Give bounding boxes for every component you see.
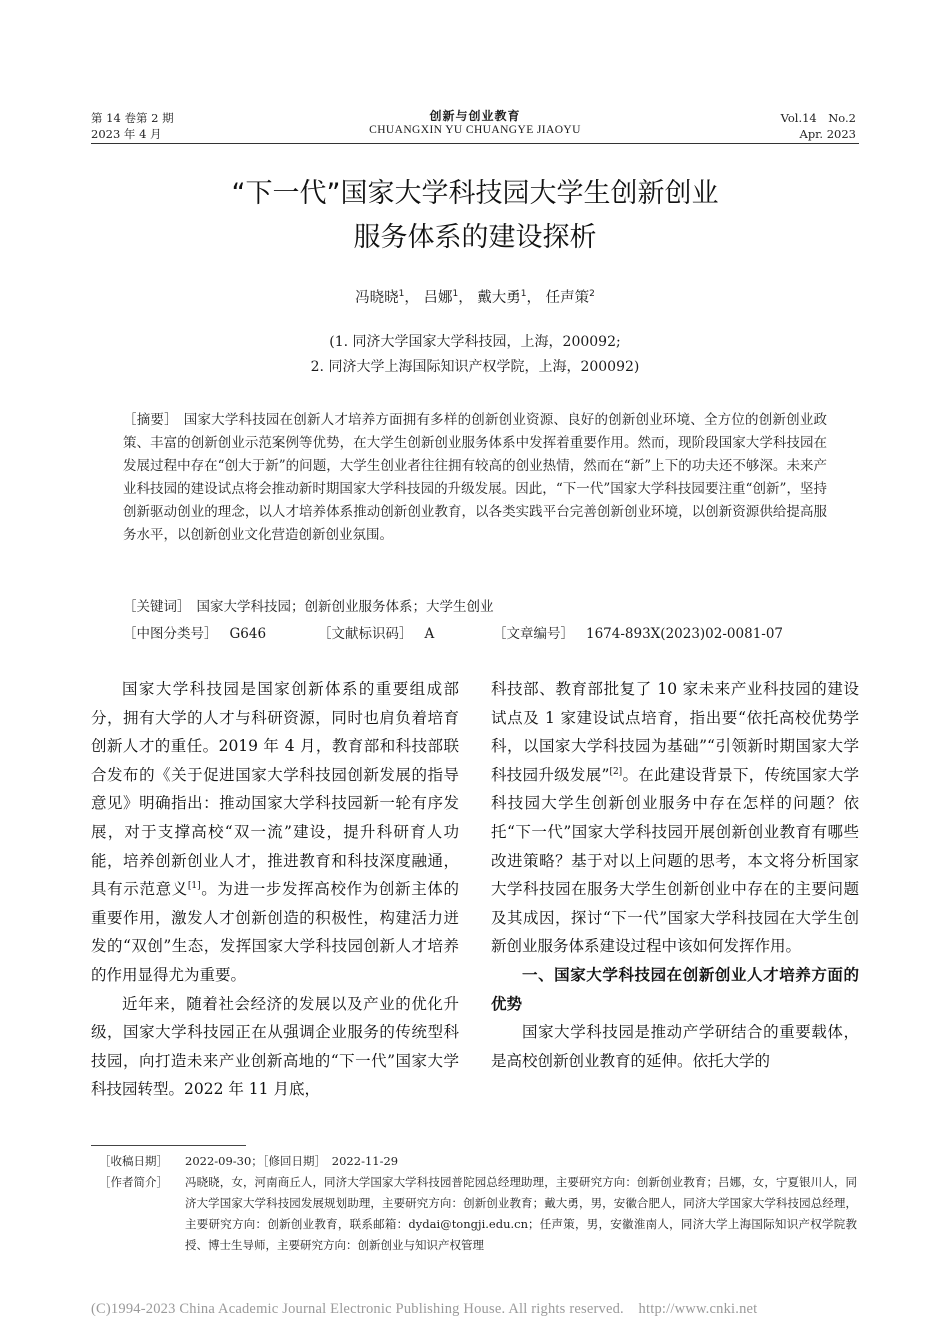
paragraph: 近年来，随着社会经济的发展以及产业的优化升级，国家大学科技园正在从强调企业服务的传统型科技园，向打造未来产业创新高地的“下一代”国家大学科技园转型。2022 年 11 月底， xyxy=(91,994,459,1099)
author-name: 吕娜 xyxy=(423,290,453,306)
article-number-label: ［文章编号］ xyxy=(493,626,574,642)
citation-ref[interactable]: [1] xyxy=(187,881,201,891)
article-title xyxy=(0,172,950,260)
keywords-text: 国家大学科技园；创新创业服务体系；大学生创业 xyxy=(196,599,494,615)
paragraph: 国家大学科技园是推动产学研结合的重要载体，是高校创新创业教育的延伸。依托大学的 xyxy=(491,1023,859,1070)
clc-value: G646 xyxy=(229,626,267,642)
journal-masthead xyxy=(345,107,605,136)
paragraph-text: 。为进一步发挥高校作为创新主体的重要作用，激发人才创新创造的积极性，构建活力迸发的“双创”生态，发挥国家大学科技园创新人才培养的作用显得尤为重要。 xyxy=(91,880,459,984)
copyright-footer: (C)1994-2023 China Academic Journal Electronic Publishing House. All rights reserved. http://www.cnki.net xyxy=(91,1301,758,1317)
journal-title-cn: 创新与创业教育 xyxy=(429,109,521,123)
author-bio-label: ［作者简介］ xyxy=(99,1175,168,1189)
doc-code-value: A xyxy=(424,626,435,642)
affiliation-1: (1. 同济大学国家大学科技园，上海，200092; xyxy=(329,334,621,350)
author-name: 戴大勇 xyxy=(477,290,521,306)
body-column-left xyxy=(91,675,459,1104)
document-code xyxy=(318,623,434,646)
issue-info xyxy=(91,110,174,142)
author-separator: ， xyxy=(404,290,419,306)
paragraph-text: 科技部、教育部批复了 10 家未来产业科技园的建设试点及 1 家建设试点培育，指出要“依托高校优势学科，以国家大学科技园为基础”“引领新时期国家大学科技园升级发展” xyxy=(491,680,859,784)
received-text: 2022-09-30；［修回日期］ 2022-11-29 xyxy=(185,1154,399,1168)
article-number xyxy=(493,623,783,646)
title-line-1: “下一代”国家大学科技园大学生创新创业 xyxy=(231,178,719,209)
footnote-rule xyxy=(91,1145,246,1146)
volume-date: Apr. 2023 xyxy=(799,127,856,141)
issue-volume: 第 14 卷第 2 期 xyxy=(91,111,174,125)
title-line-2: 服务体系的建设探析 xyxy=(353,222,597,253)
keywords-label: ［关键词］ xyxy=(123,599,191,615)
journal-title-en: CHUANGXIN YU CHUANGYE JIAOYU xyxy=(369,124,581,136)
affiliations xyxy=(0,330,950,380)
paragraph xyxy=(491,675,859,961)
citation-ref[interactable]: [2] xyxy=(609,766,623,777)
author-separator: ， xyxy=(526,290,542,306)
received-label: ［收稿日期］ xyxy=(99,1154,168,1168)
body-column-right xyxy=(491,675,859,1075)
abstract xyxy=(123,409,827,547)
volume-info xyxy=(781,110,856,142)
paragraph xyxy=(91,675,459,990)
author-list xyxy=(0,286,950,307)
author-separator: ， xyxy=(458,290,473,306)
clc-label: ［中图分类号］ xyxy=(123,626,218,642)
author-name: 任声策 xyxy=(545,290,590,306)
author-bio-text: 冯晓晓，女，河南商丘人，同济大学国家大学科技园普陀园总经理助理，主要研究方向：创新创业教育；吕娜，女，宁夏银川人，同济大学国家大学科技园发展规划助理，主要研究方向：创新创业教育；戴大勇，男，安徽合肥人，同济大学国家大学科技园总经理，主要研究方向：创新创业教育，联系邮箱：dydai@tongji.edu.cn；任声策，男，安徽淮南人，同济大学上海国际知识产权学院教授、博士生导师，主要研究方向：创新创业与知识产权管理 xyxy=(185,1175,857,1252)
doc-code-label: ［文献标识码］ xyxy=(318,626,413,642)
paragraph-text: 国家大学科技园是国家创新体系的重要组成部分，拥有大学的人才与科研资源，同时也肩负着培育创新人才的重任。2019 年 4 月，教育部和科技部联合发布的《关于促进国家大学科技园创新发展的指导意见》明确指出：推动国家大学科技园新一轮有序发展，对于支撑高校“双一流”建设，提升科研育人功能，培养创新创业人才，推进教育和科技深度融通，具有示范意义 xyxy=(91,680,459,899)
author-affiliation-mark: 1 xyxy=(452,289,459,300)
keywords xyxy=(123,596,494,619)
author-affiliation-mark: 1 xyxy=(398,289,405,300)
author-bio xyxy=(99,1172,857,1252)
clc-number xyxy=(123,623,266,646)
affiliation-2: 2. 同济大学上海国际知识产权学院，上海，200092) xyxy=(310,359,640,375)
received-date xyxy=(99,1151,857,1172)
abstract-text: 国家大学科技园在创新人才培养方面拥有多样的创新创业资源、良好的创新创业环境、全方位的创新创业政策、丰富的创新创业示范案例等优势，在大学生创新创业服务体系中发挥着重要作用。然而，现阶段国家大学科技园在发展过程中存在“创大于新”的问题，大学生创业者往往拥有较高的创业热情，然而在“新”上下的功夫还不够深。未来产业科技园的建设试点将会推动新时期国家大学科技园的升级发展。因此，“下一代”国家大学科技园要注重“创新”，坚持创新驱动创业的理念，以人才培养体系推动创新创业教育，以各类实践平台完善创新创业环境，以创新资源供给提高服务水平，以创新创业文化营造创新创业氛围。 xyxy=(123,412,828,543)
issue-date: 2023 年 4 月 xyxy=(91,127,162,141)
author-affiliation-mark: 2 xyxy=(589,289,595,300)
article-number-value: 1674-893X(2023)02-0081-07 xyxy=(586,626,784,642)
header-rule xyxy=(91,143,859,144)
author-affiliation-mark: 1 xyxy=(520,289,527,300)
paragraph-text: 。在此建设背景下，传统国家大学科技园大学生创新创业服务中存在怎样的问题？依托“下一代”国家大学科技园开展创新创业教育有哪些改进策略？基于对以上问题的思考，本文将分析国家大学科技园在服务大学生创新创业中存在的主要问题及其成因，探讨“下一代”国家大学科技园在大学生创新创业服务体系建设过程中该如何发挥作用。 xyxy=(491,765,859,956)
abstract-label: ［摘要］ xyxy=(123,412,178,428)
section-heading: 一、国家大学科技园在创新创业人才培养方面的优势 xyxy=(491,965,859,1013)
volume-number: Vol.14 No.2 xyxy=(780,111,856,125)
author-name: 冯晓晓 xyxy=(355,290,399,306)
